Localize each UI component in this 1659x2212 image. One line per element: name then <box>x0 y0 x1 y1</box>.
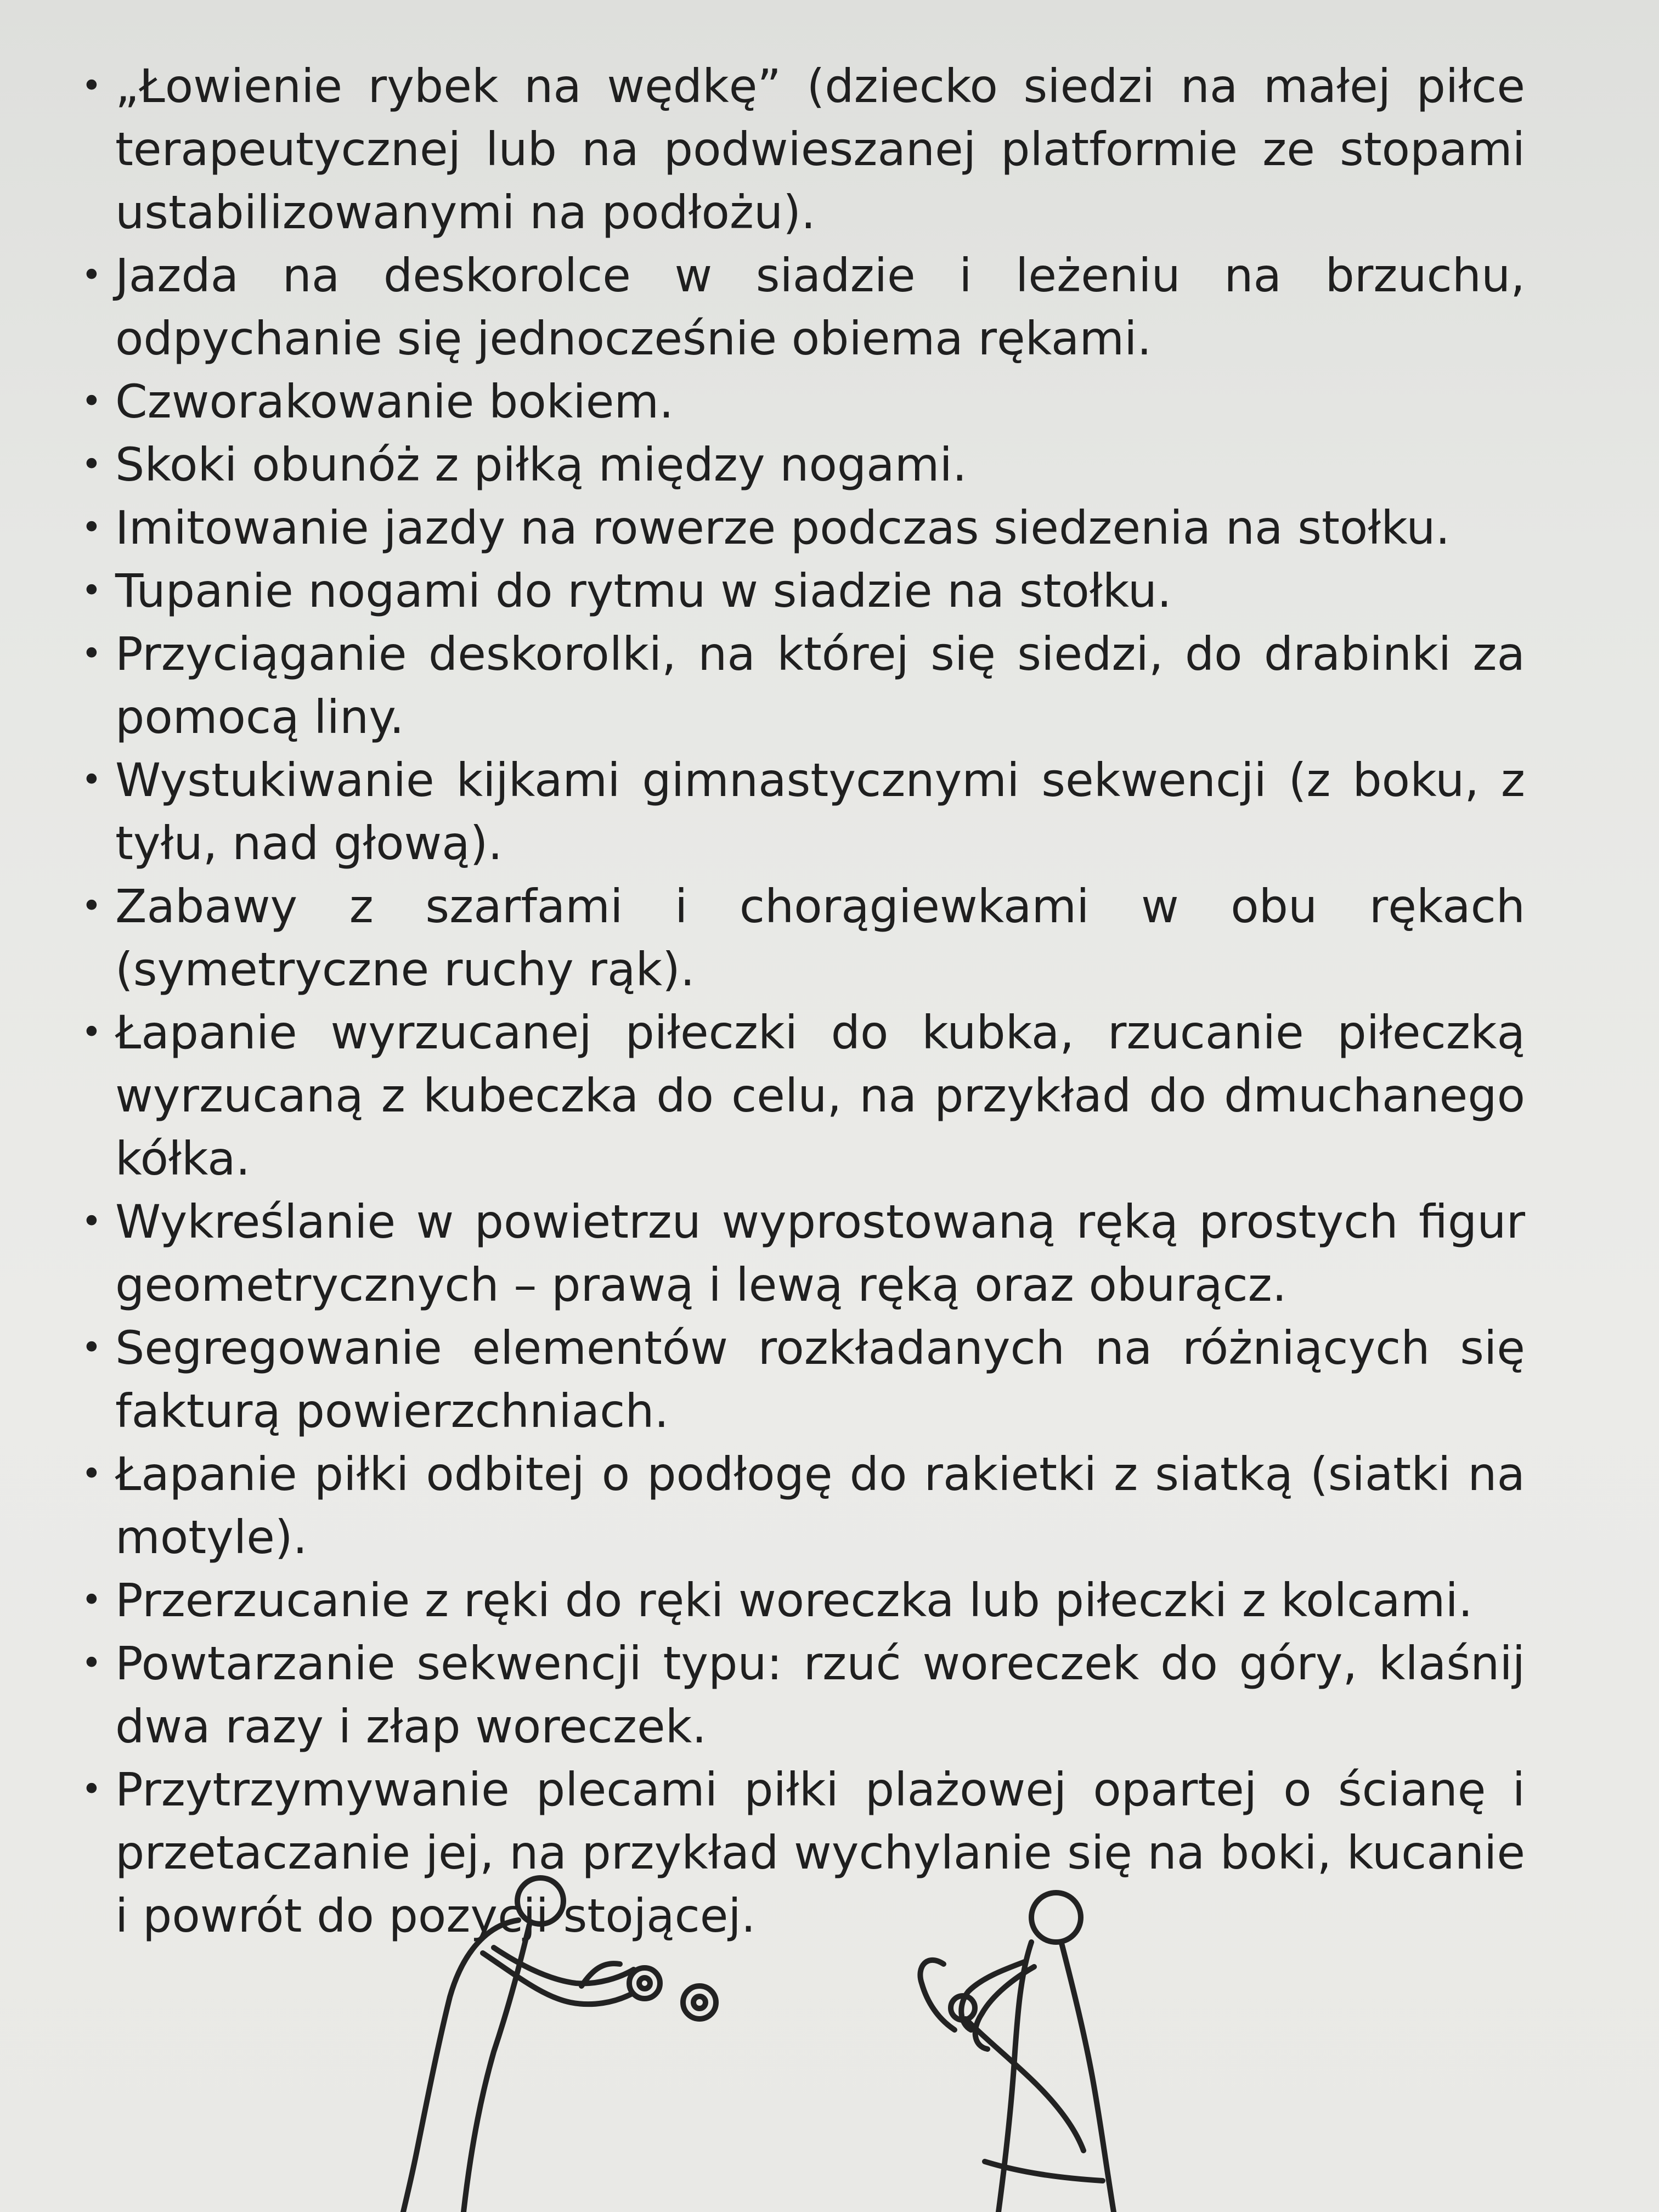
list-item-text: Skoki obunóż z piłką między nogami. <box>115 438 967 492</box>
bullet-icon: • <box>81 1643 102 1684</box>
list-item-text: Zabawy z szarfami i chorągiewkami w obu rękach (symetryczne ruchy rąk). <box>115 879 1525 996</box>
bullet-icon: • <box>81 1454 102 1494</box>
list-item <box>77 560 1525 623</box>
list-item-text: Jazda na deskorolce w siadzie i leżeniu na brzuchu, odpychanie się jednocześnie obiema rękami. <box>115 249 1525 365</box>
list-item <box>77 1632 1525 1758</box>
list-item <box>77 55 1525 244</box>
bullet-icon: • <box>81 1769 102 1810</box>
bullet-icon: • <box>81 1012 102 1053</box>
bullet-icon: • <box>81 507 102 548</box>
list-item <box>77 1317 1525 1443</box>
list-item-text: Imitowanie jazdy na rowerze podczas siedzenia na stołku. <box>115 501 1451 555</box>
stick-figures-illustration <box>0 1865 1659 2212</box>
list-item <box>77 1443 1525 1569</box>
list-item-text: Czworakowanie bokiem. <box>115 375 674 428</box>
list-item <box>77 1190 1525 1317</box>
list-item-text: „Łowienie rybek na wędkę” (dziecko siedzi na małej piłce terapeutycznej lub na podwieszanej platformie ze stopami ustabilizowanymi na podłożu). <box>115 59 1525 239</box>
list-item <box>77 623 1525 749</box>
list-item-text: Tupanie nogami do rytmu w siadzie na stołku. <box>115 564 1172 618</box>
list-item-text: Łapanie piłki odbitej o podłogę do rakietki z siatką (siatki na motyle). <box>115 1447 1525 1564</box>
list-item <box>77 1569 1525 1632</box>
list-item <box>77 496 1525 560</box>
list-item-text: Przerzucanie z ręki do ręki woreczka lub piłeczki z kolcami. <box>115 1573 1473 1627</box>
list-item <box>77 875 1525 1001</box>
bullet-icon: • <box>81 1328 102 1368</box>
bullet-icon: • <box>81 444 102 485</box>
list-item-text: Wykreślanie w powietrzu wyprostowaną ręką prostych figur geometrycznych – prawą i lewą ręką oraz oburącz. <box>115 1195 1525 1312</box>
list-item-text: Przytrzymywanie plecami piłki plażowej opartej o ścianę i przetaczanie jej, na przykład wychylanie się na boki, kucanie i powrót do pozycji stojącej. <box>115 1763 1525 1943</box>
list-item-text: Powtarzanie sekwencji typu: rzuć woreczek do góry, klaśnij dwa razy i złap woreczek. <box>115 1637 1525 1753</box>
list-item <box>77 433 1525 496</box>
bullet-icon: • <box>81 255 102 296</box>
list-item <box>77 749 1525 875</box>
list-item <box>77 1001 1525 1190</box>
stick-figure-right <box>920 1893 1114 2212</box>
list-item-text: Łapanie wyrzucanej piłeczki do kubka, rzucanie piłeczką wyrzucaną z kubeczka do celu, na przykład do dmuchanego kółka. <box>115 1006 1525 1186</box>
bullet-icon: • <box>81 1201 102 1242</box>
bullet-icon: • <box>81 634 102 674</box>
list-item <box>77 370 1525 433</box>
bullet-icon: • <box>81 571 102 611</box>
bullet-icon: • <box>81 381 102 422</box>
stick-figure-left <box>403 1878 716 2212</box>
bullet-icon: • <box>81 760 102 800</box>
bullet-icon: • <box>81 886 102 927</box>
list-item <box>77 244 1525 370</box>
bullet-icon: • <box>81 1580 102 1621</box>
bullet-icon: • <box>81 66 102 106</box>
list-item-text: Segregowanie elementów rozkładanych na różniących się fakturą powierzchniach. <box>115 1321 1525 1438</box>
list-item-text: Przyciąganie deskorolki, na której się siedzi, do drabinki za pomocą liny. <box>115 627 1525 744</box>
list-item-text: Wystukiwanie kijkami gimnastycznymi sekwencji (z boku, z tyłu, nad głową). <box>115 753 1525 870</box>
exercise-list <box>77 55 1525 1948</box>
